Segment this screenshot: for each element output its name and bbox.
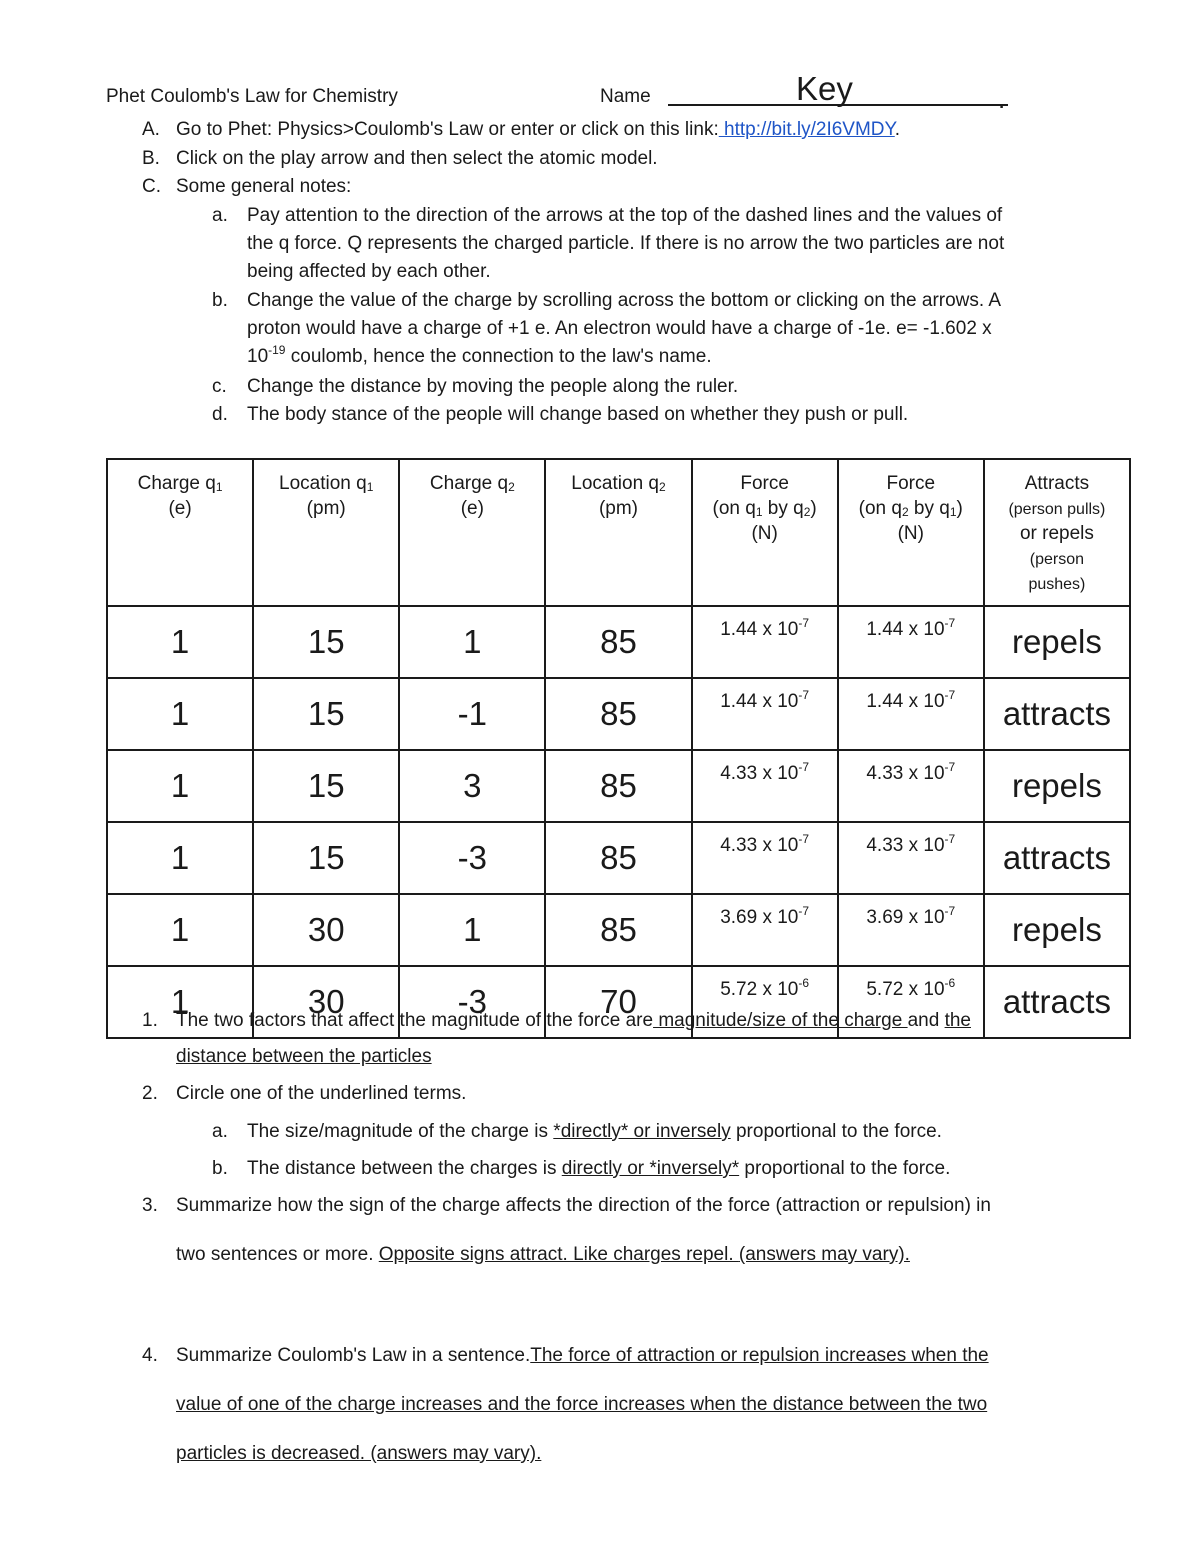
question-2a-marker: a. — [212, 1121, 228, 1142]
cell-charge-q1: 1 — [107, 678, 253, 750]
question-2b-marker: b. — [212, 1158, 228, 1179]
cell-result: repels — [984, 894, 1130, 966]
question-4-marker: 4. — [142, 1345, 158, 1366]
cell-location-q2: 70 — [545, 966, 691, 1038]
answer-distance: distance between the particles — [176, 1046, 432, 1067]
instruction-b: Click on the play arrow and then select the atomic model. — [176, 148, 658, 169]
cell-location-q1: 15 — [253, 822, 399, 894]
cell-force-q1: 4.33 x $10^{-7}$ — [692, 822, 838, 894]
question-1-line1: The two factors that affect the magnitude of the force are magnitude/size of the charge and the — [176, 1010, 971, 1031]
instruction-c: Some general notes: — [176, 176, 352, 197]
table-header-row — [107, 459, 1130, 606]
cell-location-q1: 15 — [253, 678, 399, 750]
cell-force-q2: 4.33 x $10^{-7}$ — [838, 750, 984, 822]
cell-force-q2: 1.44 x $10^{-7}$ — [838, 678, 984, 750]
answer-2b: directly or *inversely* — [561, 1158, 740, 1179]
cell-force-q1: 1.44 x $10^{-7}$ — [692, 606, 838, 678]
note-b-line3: $10^{-19}$ coulomb, hence the connection to the law's name. — [247, 343, 712, 367]
instruction-a: Go to Phet: Physics>Coulomb's Law or enter or click on this link: http://bit.ly/2I6VMDY. — [176, 119, 901, 140]
table-row — [107, 678, 1130, 750]
cell-location-q2: 85 — [545, 606, 691, 678]
cell-force-q1: 1.44 x $10^{-7}$ — [692, 678, 838, 750]
header-location-q2: Location $q_2$ (pm) — [545, 459, 691, 606]
cell-charge-q1: 1 — [107, 822, 253, 894]
header-charge-q2: Charge $q_2$ (e) — [399, 459, 545, 606]
cell-charge-q1: 1 — [107, 894, 253, 966]
cell-result: attracts — [984, 966, 1130, 1038]
question-2: Circle one of the underlined terms. — [176, 1083, 467, 1104]
header-attracts-repels: Attracts (person pulls) or repels (person pushes) — [984, 459, 1130, 606]
cell-location-q2: 85 — [545, 822, 691, 894]
cell-charge-q2: 3 — [399, 750, 545, 822]
question-3-line1: Summarize how the sign of the charge affects the direction of the force (attraction or repulsion) in — [176, 1195, 991, 1216]
instruction-b-marker: B. — [142, 148, 160, 169]
note-b-line1: Change the value of the charge by scrolling across the bottom or clicking on the arrows. A — [247, 290, 1002, 311]
cell-result: attracts — [984, 822, 1130, 894]
note-d-line1: The body stance of the people will change based on whether they push or pull. — [247, 404, 909, 425]
table-row — [107, 822, 1130, 894]
note-a-line1: Pay attention to the direction of the arrows at the top of the dashed lines and the values of — [247, 205, 1003, 226]
cell-force-q1: 4.33 x $10^{-7}$ — [692, 750, 838, 822]
question-2a: The size/magnitude of the charge is *directly* or inversely proportional to the force. — [247, 1121, 942, 1142]
cell-charge-q2: -3 — [399, 822, 545, 894]
phet-link[interactable]: http://bit.ly/2I6VMDY — [718, 119, 895, 140]
cell-result: attracts — [984, 678, 1130, 750]
instruction-a-marker: A. — [142, 119, 160, 140]
cell-result: repels — [984, 750, 1130, 822]
note-d-marker: d. — [212, 404, 228, 425]
note-b-line2: proton would have a charge of +1 e. An electron would have a charge of -1e. e= -1.602 x — [247, 318, 992, 339]
cell-force-q2: 1.44 x $10^{-7}$ — [838, 606, 984, 678]
header-force-on-q2: Force (on $q_2$ by $q_1$) (N) — [838, 459, 984, 606]
answer-3: Opposite signs attract. Like charges repel. — [378, 1244, 739, 1265]
question-3-marker: 3. — [142, 1195, 158, 1216]
cell-charge-q1: 1 — [107, 966, 253, 1038]
cell-force-q2: 5.72 x $10^{-6}$ — [838, 966, 984, 1038]
table-row — [107, 606, 1130, 678]
question-2-marker: 2. — [142, 1083, 158, 1104]
answer-4: The force of attraction or repulsion increases when the — [530, 1345, 989, 1366]
instruction-c-marker: C. — [142, 176, 161, 197]
answer-charge: magnitude/size of the charge — [653, 1010, 908, 1031]
cell-charge-q2: 1 — [399, 894, 545, 966]
table-row — [107, 750, 1130, 822]
question-3-line2: two sentences or more. Opposite signs attract. Like charges repel. (answers may vary). — [176, 1244, 910, 1265]
question-4-line1: Summarize Coulomb's Law in a sentence.The force of attraction or repulsion increases when the — [176, 1345, 989, 1366]
header-charge-q1: Charge $q_1$ (e) — [107, 459, 253, 606]
cell-charge-q2: -3 — [399, 966, 545, 1038]
note-c-line1: Change the distance by moving the people along the ruler. — [247, 376, 739, 397]
question-4-line2: value of one of the charge increases and the force increases when the distance between the two — [176, 1394, 988, 1415]
cell-result: repels — [984, 606, 1130, 678]
note-a-line2: the q force. Q represents the charged particle. If there is no arrow the two particles are not — [247, 233, 1005, 254]
cell-location-q1: 15 — [253, 750, 399, 822]
name-value: Key — [796, 70, 853, 107]
question-2b: The distance between the charges is directly or *inversely* proportional to the force. — [247, 1158, 951, 1179]
table-row — [107, 894, 1130, 966]
coulomb-data-table — [106, 458, 1131, 1039]
question-4-line3: particles is decreased. (answers may vary). — [176, 1443, 542, 1464]
question-1-marker: 1. — [142, 1010, 158, 1031]
note-a-line3: being affected by each other. — [247, 261, 491, 282]
worksheet-title: Phet Coulomb's Law for Chemistry — [106, 86, 398, 107]
header-location-q1: Location $q_1$ (pm) — [253, 459, 399, 606]
cell-charge-q2: 1 — [399, 606, 545, 678]
cell-force-q2: 4.33 x $10^{-7}$ — [838, 822, 984, 894]
cell-location-q1: 30 — [253, 966, 399, 1038]
name-end: . — [998, 84, 1006, 114]
cell-charge-q1: 1 — [107, 606, 253, 678]
question-1-line2 — [176, 1046, 432, 1068]
name-label: Name — [600, 86, 651, 107]
note-b-marker: b. — [212, 290, 228, 311]
cell-charge-q2: -1 — [399, 678, 545, 750]
cell-force-q2: 3.69 x $10^{-7}$ — [838, 894, 984, 966]
cell-charge-q1: 1 — [107, 750, 253, 822]
note-a-marker: a. — [212, 205, 228, 226]
cell-location-q2: 85 — [545, 678, 691, 750]
cell-location-q2: 85 — [545, 894, 691, 966]
note-c-marker: c. — [212, 376, 227, 397]
header-force-on-q1: Force (on $q_1$ by $q_2$) (N) — [692, 459, 838, 606]
cell-force-q1: 3.69 x $10^{-7}$ — [692, 894, 838, 966]
answer-2a: *directly* or inversely — [553, 1121, 731, 1142]
cell-force-q1: 5.72 x $10^{-6}$ — [692, 966, 838, 1038]
cell-location-q1: 30 — [253, 894, 399, 966]
cell-location-q2: 85 — [545, 750, 691, 822]
cell-location-q1: 15 — [253, 606, 399, 678]
